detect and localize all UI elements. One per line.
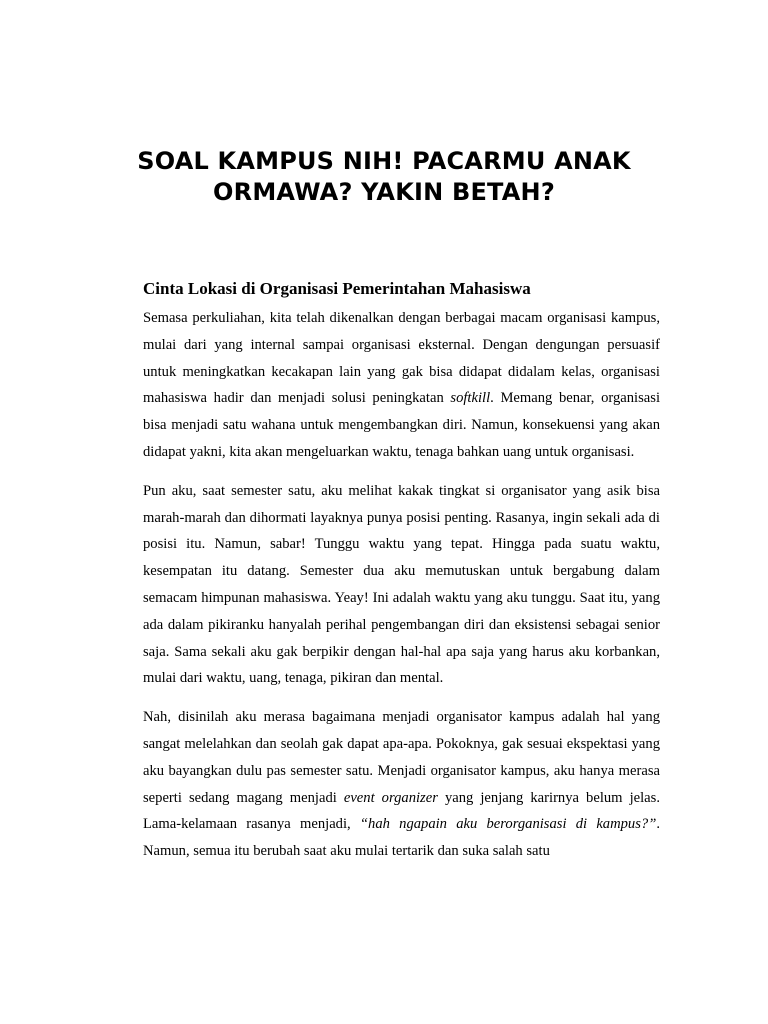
title-line-2: ORMAWA? YAKIN BETAH? <box>213 178 555 206</box>
body-text <box>143 305 660 877</box>
paragraph-text: Nah, disinilah aku merasa bagaimana menjadi organisator kampus adalah hal yang sangat melelahkan dan seolah gak dapat apa-apa. Pokoknya, gak sesuai ekspektasi yang aku bayangkan dulu pas semester satu. Menjadi organisator kampus, aku hanya merasa seperti sedang magang menjadi <box>143 709 660 806</box>
paragraph-2 <box>143 478 660 692</box>
paragraph-text: Pun aku, saat semester satu, aku melihat kakak tingkat si organisator yang asik bisa marah-marah dan dihormati layaknya punya posisi penting. Rasanya, ingin sekali ada di posisi itu. Namun, sabar! Tunggu waktu yang tepat. Hingga pada suatu waktu, kesempatan itu datang. Semester dua aku memutuskan untuk bergabung dalam semacam himpunan mahasiswa. Yeay! Ini adalah waktu yang aku tunggu. Saat itu, yang ada dalam pikiranku hanyalah perihal pengembangan diri dan eksistensi sebagai senior saja. Sama sekali aku gak berpikir dengan hal-hal apa saja yang harus aku korbankan, mulai dari waktu, uang, tenaga, pikiran dan mental. <box>143 482 660 687</box>
paragraph-text: Semasa perkuliahan, kita telah dikenalkan dengan berbagai macam organisasi kampus, mulai dari yang internal sampai organisasi eksternal. Dengan dengungan persuasif untuk meningkatkan kecakapan lain yang gak bisa didapat didalam kelas, organisasi mahasiswa hadir dan menjadi solusi peningkatan <box>143 310 660 407</box>
title-line-1: SOAL KAMPUS NIH! PACARMU ANAK <box>137 147 631 175</box>
paragraph-text: . Namun, semua itu berubah saat aku mulai tertarik dan suka salah satu <box>143 816 660 860</box>
section-heading: Cinta Lokasi di Organisasi Pemerintahan Mahasiswa <box>143 279 531 298</box>
paragraph-3 <box>143 704 660 865</box>
paragraph-text: . Memang benar, organisasi bisa menjadi satu wahana untuk mengembangkan diri. Namun, konsekuensi yang akan didapat yakni, kita akan mengeluarkan waktu, tenaga bahkan uang untuk organisasi. <box>143 390 661 460</box>
italic-term: event organizer <box>343 789 438 806</box>
italic-quote: “hah ngapain aku berorganisasi di kampus?” <box>359 816 657 833</box>
paragraph-text: yang jenjang karirnya belum jelas. Lama-kelamaan rasanya menjadi, <box>143 789 660 833</box>
paragraph-1 <box>143 305 660 466</box>
document-title <box>100 146 668 208</box>
italic-term: softkill <box>450 390 491 407</box>
